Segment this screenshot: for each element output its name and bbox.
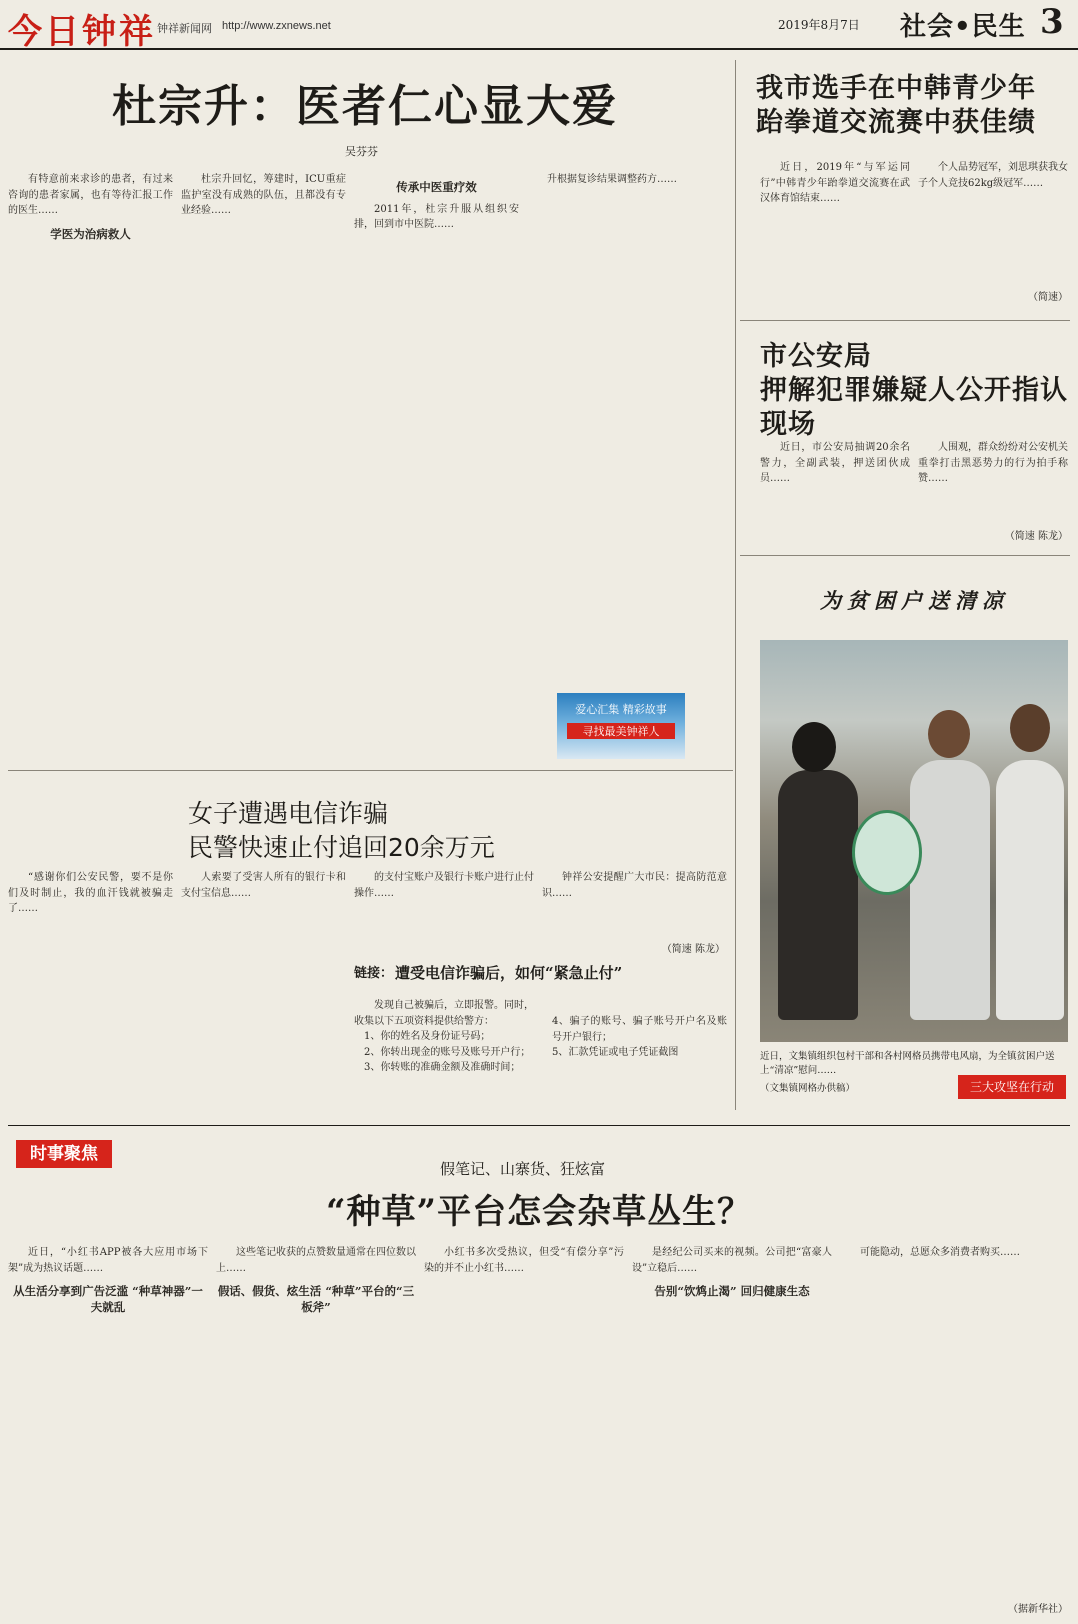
campaign-tag: 三大攻坚在行动 <box>958 1075 1066 1099</box>
current-column-1: 近日，“小红书APP被各大应用市场下架”成为热议话题…… 从生活分享到广告泛滥 “种草神器”一夫就乱 <box>8 1247 208 1314</box>
poverty-caption: 近日，文集镇组织包村干部和各村网格员携带电风扇，为全镇贫困户送上“清凉”慰问…… （文集镇网格办供稿） <box>760 1051 1055 1094</box>
taekwondo-headline-1: 我市选手在中韩青少年 <box>756 73 1036 104</box>
site-name: 钟祥新闻网 <box>157 23 212 35</box>
current-column-4: 是经纪公司买来的视频。公司把“富豪人设”立稳后…… 告别“饮鸩止渴” 回归健康生态 <box>632 1247 832 1299</box>
lead-column-3: 传承中医重疗效 2011年，杜宗升服从组织安排，回到市中医院…… <box>354 180 519 231</box>
current-source: （据新华社） <box>1008 1604 1068 1615</box>
taekwondo-column-1: 近日，2019年“与军运同行”中韩青少年跆拳道交流赛在武汉体育馆结束…… <box>760 162 910 205</box>
taekwondo-headline-2: 跆拳道交流赛中获佳绩 <box>756 107 1036 138</box>
police-column-2: 人围观，群众纷纷对公安机关重拳打击黑恶势力的行为拍手称赞…… <box>918 442 1068 485</box>
current-column-3: 小红书多次受热议，但受“有偿分享”污染的并不止小红书…… <box>424 1247 624 1274</box>
link-steps-right: 4、骗子的账号、骗子账号开户名及账号开户银行； 5、汇款凭证或电子凭证截图 <box>552 1016 727 1059</box>
lead-headline: 杜宗升：医者仁心显大爱 <box>112 81 618 132</box>
link-steps-left: 发现自己被骗后，立即报警。同时，收集以下五项资料提供给警方： 1、你的姓名及身份证号码； 2、你转出现金的账号及账号开户行； 3、你转账的准确金额及准确时间； <box>354 1000 534 1074</box>
police-headline-1: 市公安局 <box>760 341 872 372</box>
current-column-2: 这些笔记收获的点赞数量通常在四位数以上…… 假话、假货、炫生活 “种草”平台的“三板斧” <box>216 1247 416 1314</box>
lead-byline: 吴芬芬 <box>345 145 378 158</box>
taekwondo-column-2: 个人品势冠军，刘思琪获我女子个人竞技62kg级冠军…… <box>918 162 1068 189</box>
current-kicker: 假笔记、山寨货、狂炫富 <box>440 1160 606 1178</box>
issue-date: 2019年8月7日 <box>778 18 860 32</box>
poverty-photo <box>760 640 1068 1042</box>
page-number: 3 <box>1040 2 1064 42</box>
link-label: 链接： <box>354 966 394 981</box>
section-divider <box>8 770 733 771</box>
section-divider <box>8 1125 1070 1126</box>
fraud-column-1: “感谢你们公安民警，要不是你们及时制止，我的血汗钱就被骗走了…… <box>8 872 173 915</box>
section-divider <box>740 555 1070 556</box>
poverty-title: 为贫困户送清凉 <box>820 588 1009 613</box>
current-column-5: 可能隐动，总愿众多消费者购买…… <box>860 1247 1020 1258</box>
current-subhead-1: 从生活分享到广告泛滥 “种草神器”一夫就乱 <box>13 1284 203 1314</box>
lead-column-2: 杜宗升回忆，筹建时，ICU重症监护室没有成熟的队伍，且都没有专业经验…… <box>181 174 346 217</box>
link-headline: 遭受电信诈骗后，如何“紧急止付” <box>395 964 623 982</box>
promo-banner[interactable]: 爱心汇集 精彩故事 寻找最美钟祥人 <box>557 693 685 759</box>
police-headline-2: 押解犯罪嫌疑人公开指认现场 <box>760 375 1068 440</box>
police-source: （简速 陈龙） <box>1004 531 1068 542</box>
lead-column-1: 有特意前来求诊的患者，有过来咨询的患者家属，也有等待汇报工作的医生…… 学医为治病救人 <box>8 174 173 241</box>
section-divider <box>740 320 1070 321</box>
column-divider <box>735 60 736 1110</box>
lead-column-4: 升根据复诊结果调整药方…… <box>547 174 677 185</box>
fraud-source: （简速 陈龙） <box>661 944 725 955</box>
lead-subhead-2: 传承中医重疗效 <box>396 180 477 194</box>
police-column-1: 近日，市公安局抽调20余名警力，全副武装，押送团伙成员…… <box>760 442 910 485</box>
current-affairs-tag: 时事聚焦 <box>16 1140 112 1168</box>
fraud-column-4: 钟祥公安提醒广大市民：提高防范意识…… <box>542 872 727 899</box>
fraud-column-3: 的支付宝账户及银行卡账户进行止付操作…… <box>354 872 534 899</box>
taekwondo-source: （简速） <box>1028 292 1068 303</box>
fraud-column-2: 人索要了受害人所有的银行卡和支付宝信息…… <box>181 872 346 899</box>
lead-subhead-1: 学医为治病救人 <box>50 226 131 241</box>
current-subhead-2: 假话、假货、炫生活 “种草”平台的“三板斧” <box>217 1284 415 1314</box>
newspaper-logo: 今日钟祥 <box>8 12 156 52</box>
section-title: 社会•民生 <box>900 12 1026 42</box>
current-subhead-3: 告别“饮鸩止渴” 回归健康生态 <box>654 1284 810 1299</box>
fraud-headline-1: 女子遭遇电信诈骗 <box>188 799 389 828</box>
current-headline: “种草”平台怎会杂草丛生？ <box>326 1192 753 1232</box>
site-url[interactable]: http://www.zxnews.net <box>222 20 331 32</box>
fraud-headline-2: 民警快速止付追回20余万元 <box>188 833 495 862</box>
